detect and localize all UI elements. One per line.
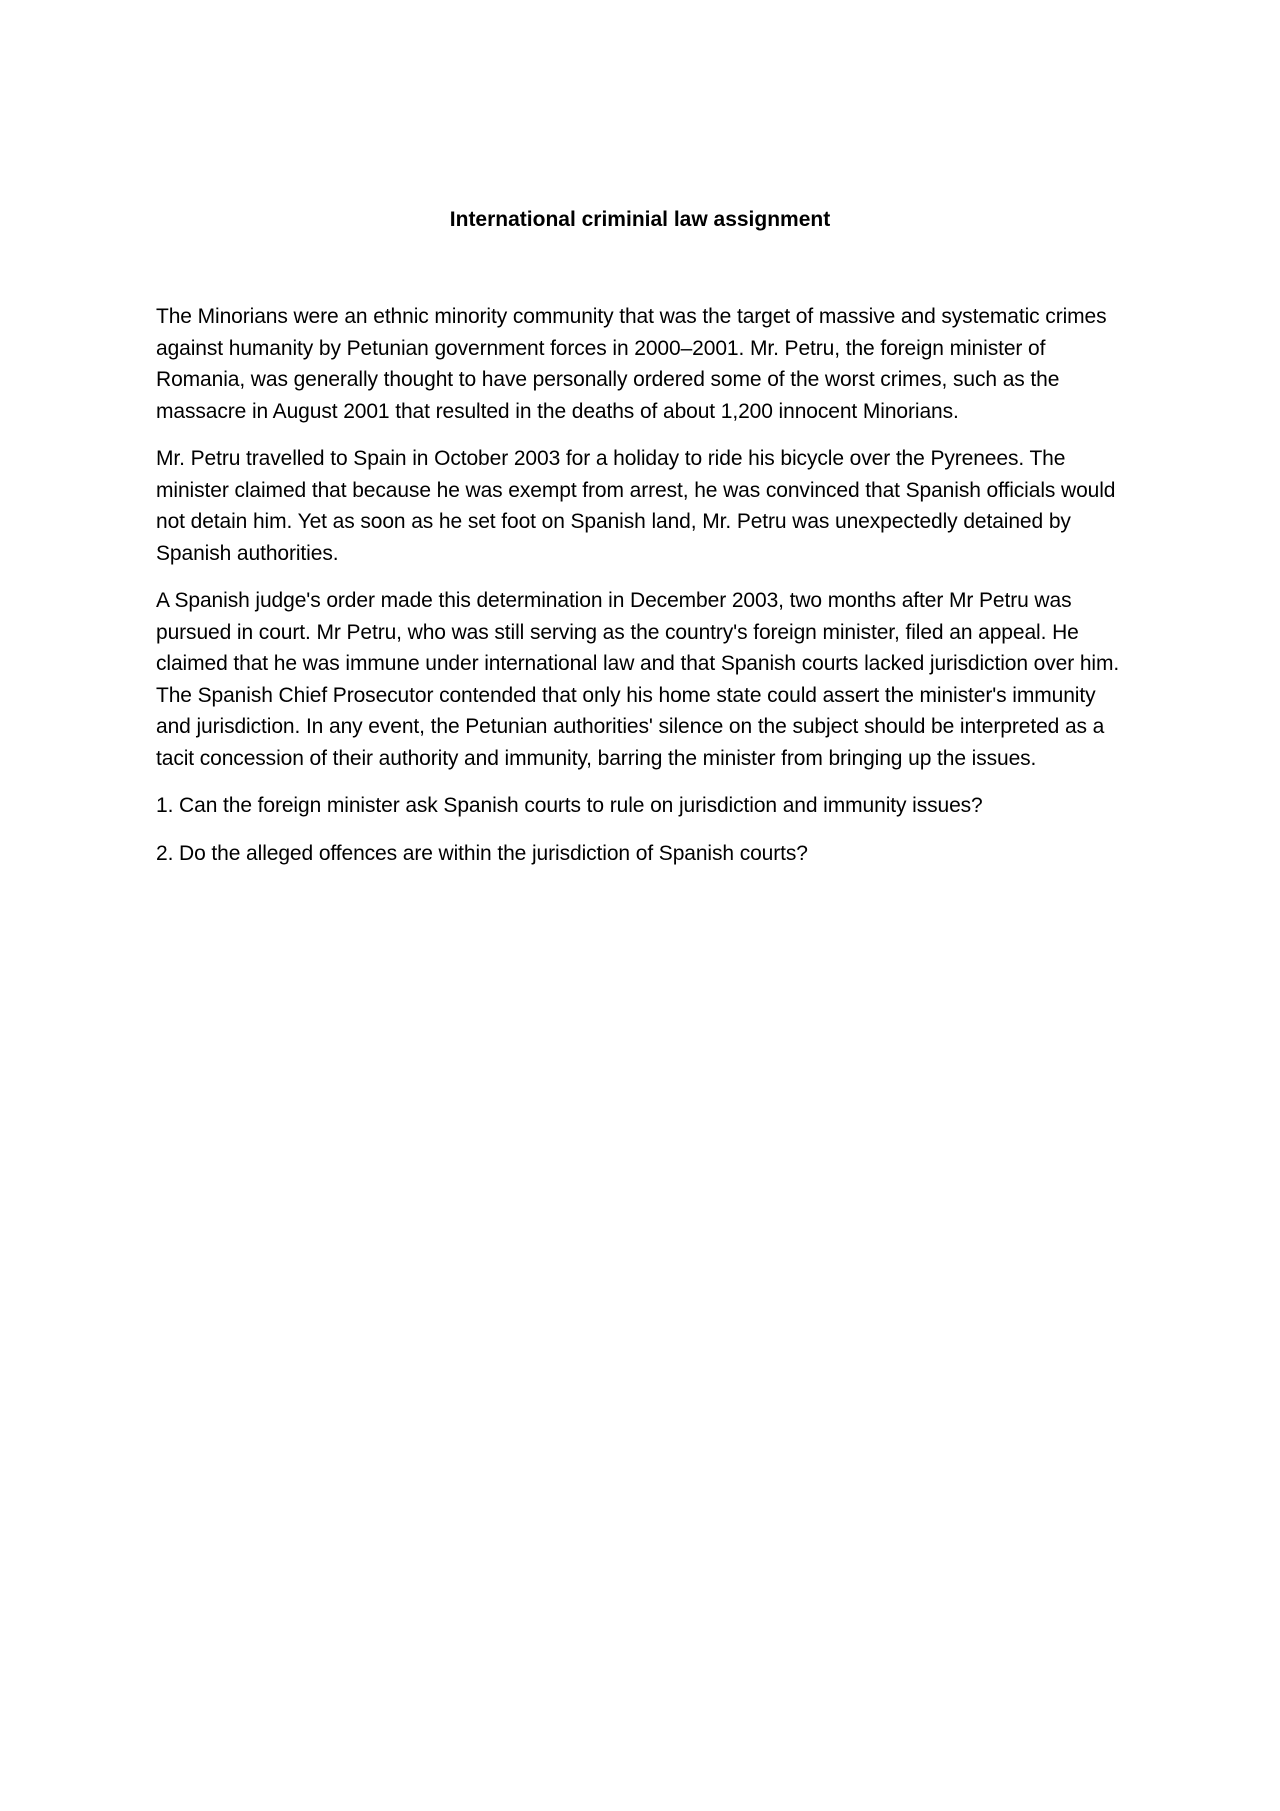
question-2: 2. Do the alleged offences are within the jurisdiction of Spanish courts? [156, 841, 808, 865]
question-1: 1. Can the foreign minister ask Spanish courts to rule on jurisdiction and immunity issues? [156, 794, 983, 817]
paragraph-travel: Mr. Petru travelled to Spain in October 2003 for a holiday to ride his bicycle over the Pyrenees. The minister claimed that because he was exempt from arrest, he was convinced that Spanish officials would not detain him. Yet as soon as he set foot on Spanish land, Mr. Petru was unexpectedly detained by Spanish authorities. [156, 447, 1116, 565]
document-body [156, 301, 1126, 885]
document-title: International criminial law assignment [449, 208, 831, 231]
paragraph-intro: The Minorians were an ethnic minority community that was the target of massive and systematic crimes against humanity by Petunian government forces in 2000–2001. Mr. Petru, the foreign minister of Romania, was generally thought to have personally ordered some of the worst crimes, such as the massacre in August 2001 that resulted in the deaths of about 1,200 innocent Minorians. [156, 305, 1107, 423]
paragraph-appeal: A Spanish judge's order made this determination in December 2003, two months after Mr Petru was pursued in court. Mr Petru, who was still serving as the country's foreign minister, filed an appeal. He claimed that he was immune under international law and that Spanish courts lacked jurisdiction over him. The Spanish Chief Prosecutor contended that only his home state could assert the minister's immunity and jurisdiction. In any event, the Petunian authorities' silence on the subject should be interpreted as a tacit concession of their authority and immunity, barring the minister from bringing up the issues. [156, 589, 1120, 770]
